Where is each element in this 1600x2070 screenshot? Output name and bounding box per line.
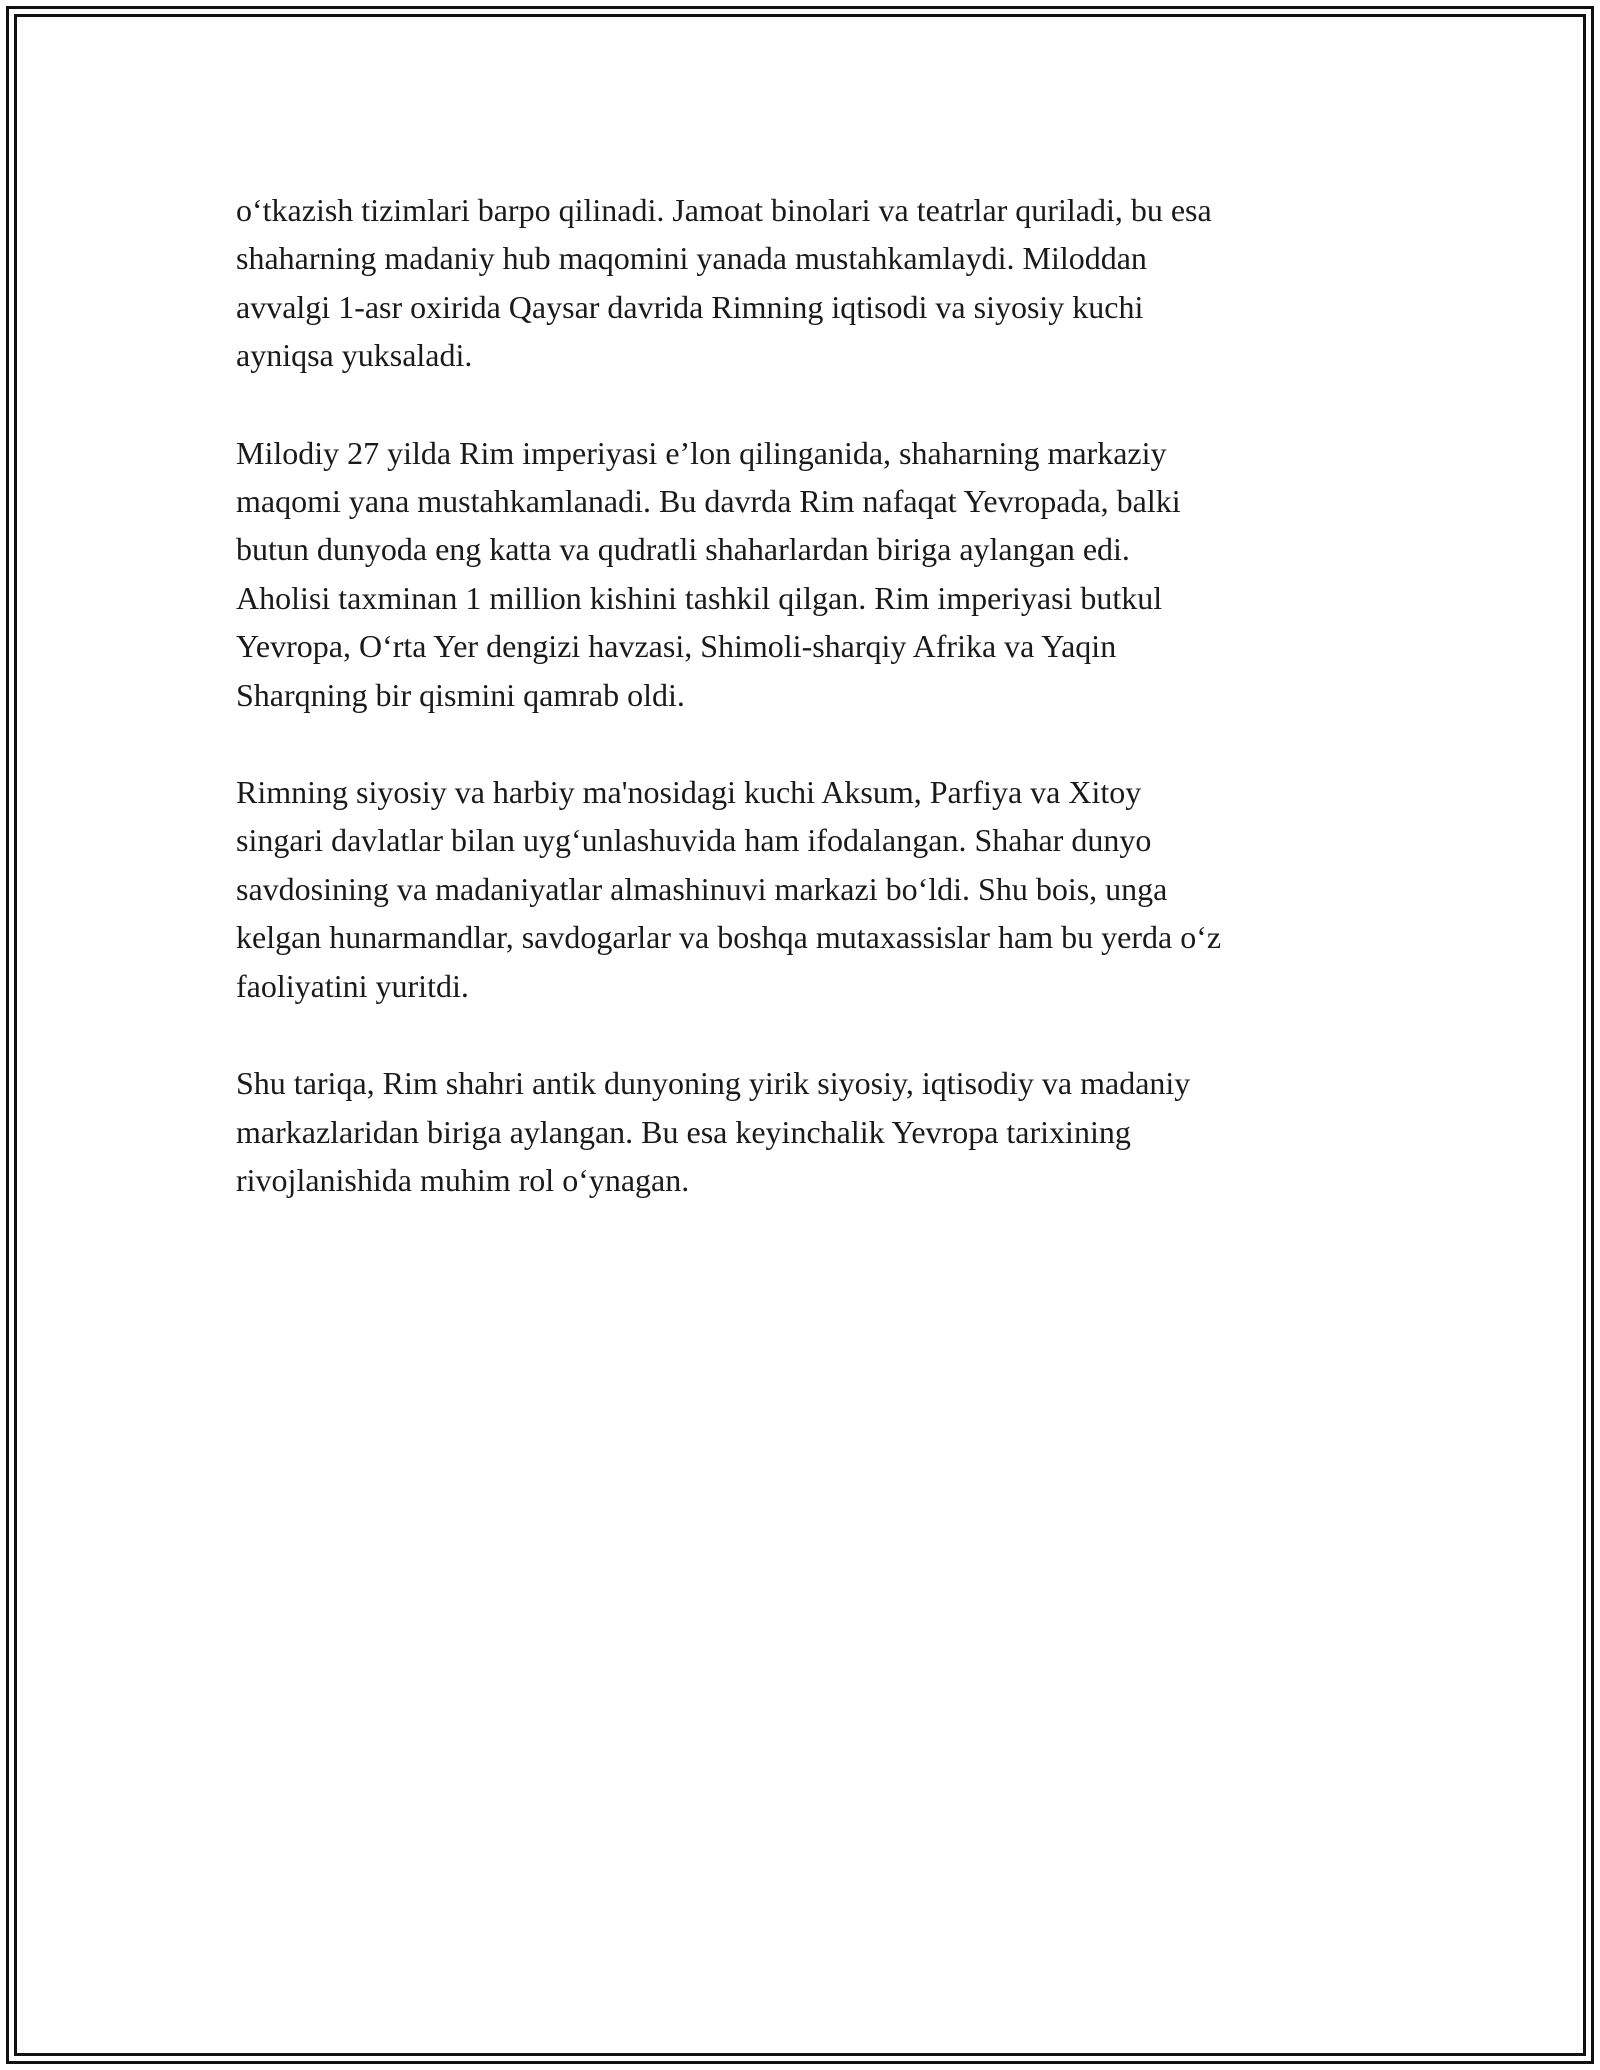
paragraph-line: Shu tariqa, Rim shahri antik dunyoning yirik siyosiy, iqtisodiy va madaniy — [236, 1065, 1191, 1102]
paragraph-line: Sharqning bir qismini qamrab oldi. — [236, 676, 685, 713]
paragraph-line: singari davlatlar bilan uyg‘unlashuvida ham ifodalangan. Shahar dunyo — [236, 822, 1152, 859]
paragraph-line: butun dunyoda eng katta va qudratli shaharlardan biriga aylangan edi. — [236, 531, 1130, 568]
document-body — [236, 186, 1366, 1253]
paragraph-line: savdosining va madaniyatlar almashinuvi markazi bo‘ldi. Shu bois, unga — [236, 870, 1168, 907]
paragraph-line: Milodiy 27 yilda Rim imperiyasi e’lon qilinganida, shaharning markaziy — [236, 434, 1167, 471]
paragraph-line: Aholisi taxminan 1 million kishini tashkil qilgan. Rim imperiyasi butkul — [236, 579, 1163, 616]
paragraph-line: kelgan hunarmandlar, savdogarlar va boshqa mutaxassislar ham bu yerda o‘z — [236, 919, 1222, 956]
paragraph-line: Yevropa, O‘rta Yer dengizi havzasi, Shimoli-sharqiy Afrika va Yaqin — [236, 628, 1117, 665]
paragraph-line: shaharning madaniy hub maqomini yanada mustahkamlaydi. Miloddan — [236, 240, 1147, 277]
paragraph-line: maqomi yana mustahkamlanadi. Bu davrda Rim nafaqat Yevropada, balki — [236, 483, 1181, 520]
paragraph-1 — [236, 186, 1366, 380]
paragraph-line: Rimning siyosiy va harbiy ma'nosidagi kuchi Aksum, Parfiya va Xitoy — [236, 774, 1142, 811]
paragraph-line: markazlaridan biriga aylangan. Bu esa keyinchalik Yevropa tarixining — [236, 1113, 1131, 1150]
paragraph-line: o‘tkazish tizimlari barpo qilinadi. Jamoat binolari va teatrlar quriladi, bu esa — [236, 192, 1212, 228]
paragraph-line: avvalgi 1-asr oxirida Qaysar davrida Rimning iqtisodi va siyosiy kuchi — [236, 288, 1144, 325]
paragraph-line: rivojlanishida muhim rol o‘ynagan. — [236, 1161, 690, 1198]
paragraph-4 — [236, 1059, 1366, 1204]
paragraph-line: faoliyatini yuritdi. — [236, 967, 469, 1004]
paragraph-3 — [236, 768, 1366, 1010]
paragraph-2 — [236, 429, 1366, 719]
paragraph-line: ayniqsa yuksaladi. — [236, 337, 473, 374]
